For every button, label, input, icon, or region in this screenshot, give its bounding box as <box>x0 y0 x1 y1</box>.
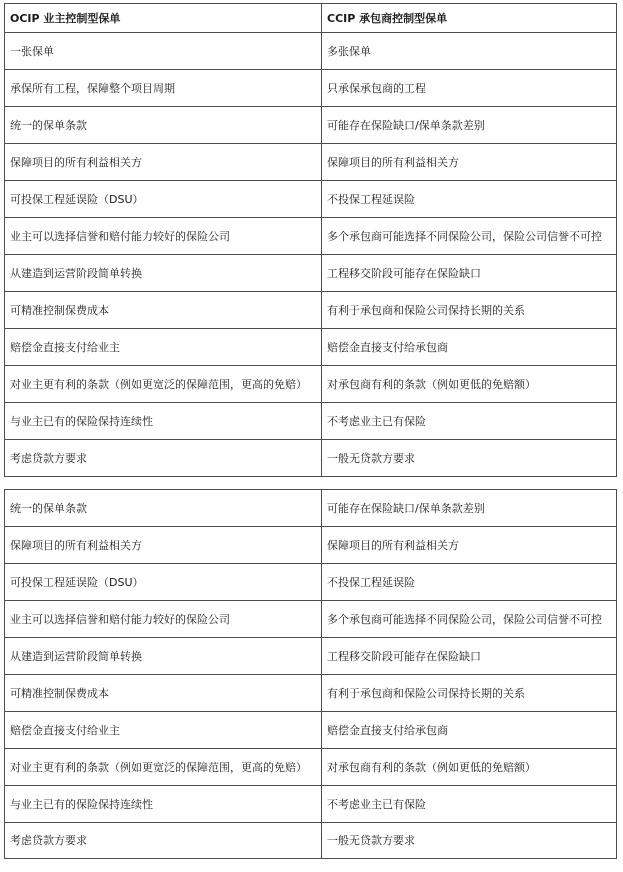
cell-ccip: 可能存在保险缺口/保单条款差别 <box>322 107 617 144</box>
table-row <box>5 107 617 144</box>
cell-ocip: 保障项目的所有利益相关方 <box>5 527 322 564</box>
table-row <box>5 564 617 601</box>
table-row <box>5 749 617 786</box>
cell-ocip: 赔偿金直接支付给业主 <box>5 712 322 749</box>
cell-ccip: 有利于承包商和保险公司保持长期的关系 <box>322 292 617 329</box>
cell-ocip: 考虑贷款方要求 <box>5 823 322 859</box>
cell-ccip: 只承保承包商的工程 <box>322 70 617 107</box>
cell-ocip: 业主可以选择信誉和赔付能力较好的保险公司 <box>5 218 322 255</box>
cell-ccip: 工程移交阶段可能存在保险缺口 <box>322 638 617 675</box>
cell-ocip: 从建造到运营阶段简单转换 <box>5 255 322 292</box>
cell-ccip: 一般无贷款方要求 <box>322 823 617 859</box>
cell-ccip: 不考虑业主已有保险 <box>322 403 617 440</box>
cell-ocip: 一张保单 <box>5 33 322 70</box>
table-row <box>5 70 617 107</box>
table-row <box>5 329 617 366</box>
cell-ocip: 承保所有工程，保障整个项目周期 <box>5 70 322 107</box>
table-row <box>5 33 617 70</box>
cell-ccip: 多个承包商可能选择不同保险公司，保险公司信誉不可控 <box>322 601 617 638</box>
header-ccip: CCIP 承包商控制型保单 <box>322 4 617 33</box>
table-row <box>5 490 617 527</box>
cell-ccip: 多个承包商可能选择不同保险公司，保险公司信誉不可控 <box>322 218 617 255</box>
cell-ocip: 可精准控制保费成本 <box>5 292 322 329</box>
table-row <box>5 675 617 712</box>
header-ocip: OCIP 业主控制型保单 <box>5 4 322 33</box>
table-row <box>5 292 617 329</box>
cell-ccip: 不投保工程延误险 <box>322 181 617 218</box>
table-row <box>5 601 617 638</box>
table-row <box>5 181 617 218</box>
cell-ccip: 工程移交阶段可能存在保险缺口 <box>322 255 617 292</box>
cell-ocip: 对业主更有利的条款（例如更宽泛的保障范围，更高的免赔） <box>5 366 322 403</box>
table-row <box>5 218 617 255</box>
cell-ccip: 不投保工程延误险 <box>322 564 617 601</box>
cell-ocip: 可投保工程延误险（DSU） <box>5 181 322 218</box>
cell-ccip: 不考虑业主已有保险 <box>322 786 617 823</box>
table-row <box>5 527 617 564</box>
comparison-table-top <box>4 3 617 477</box>
cell-ocip: 与业主已有的保险保持连续性 <box>5 786 322 823</box>
cell-ocip: 与业主已有的保险保持连续性 <box>5 403 322 440</box>
cell-ccip: 可能存在保险缺口/保单条款差别 <box>322 490 617 527</box>
cell-ocip: 从建造到运营阶段简单转换 <box>5 638 322 675</box>
cell-ccip: 多张保单 <box>322 33 617 70</box>
cell-ccip: 对承包商有利的条款（例如更低的免赔额） <box>322 366 617 403</box>
cell-ccip: 保障项目的所有利益相关方 <box>322 527 617 564</box>
cell-ccip: 赔偿金直接支付给承包商 <box>322 712 617 749</box>
cell-ccip: 对承包商有利的条款（例如更低的免赔额） <box>322 749 617 786</box>
cell-ccip: 赔偿金直接支付给承包商 <box>322 329 617 366</box>
table-row <box>5 255 617 292</box>
cell-ccip: 保障项目的所有利益相关方 <box>322 144 617 181</box>
cell-ccip: 一般无贷款方要求 <box>322 440 617 477</box>
cell-ocip: 考虑贷款方要求 <box>5 440 322 477</box>
table-row <box>5 638 617 675</box>
table-row <box>5 366 617 403</box>
cell-ocip: 统一的保单条款 <box>5 490 322 527</box>
table-row <box>5 823 617 859</box>
comparison-table-bottom <box>4 489 617 859</box>
table-header-row <box>5 4 617 33</box>
table-row <box>5 440 617 477</box>
cell-ocip: 可投保工程延误险（DSU） <box>5 564 322 601</box>
cell-ocip: 统一的保单条款 <box>5 107 322 144</box>
cell-ocip: 赔偿金直接支付给业主 <box>5 329 322 366</box>
cell-ocip: 对业主更有利的条款（例如更宽泛的保障范围，更高的免赔） <box>5 749 322 786</box>
cell-ccip: 有利于承包商和保险公司保持长期的关系 <box>322 675 617 712</box>
table-row <box>5 403 617 440</box>
cell-ocip: 业主可以选择信誉和赔付能力较好的保险公司 <box>5 601 322 638</box>
table-row <box>5 712 617 749</box>
cell-ocip: 保障项目的所有利益相关方 <box>5 144 322 181</box>
table-row <box>5 144 617 181</box>
table-row <box>5 786 617 823</box>
cell-ocip: 可精准控制保费成本 <box>5 675 322 712</box>
